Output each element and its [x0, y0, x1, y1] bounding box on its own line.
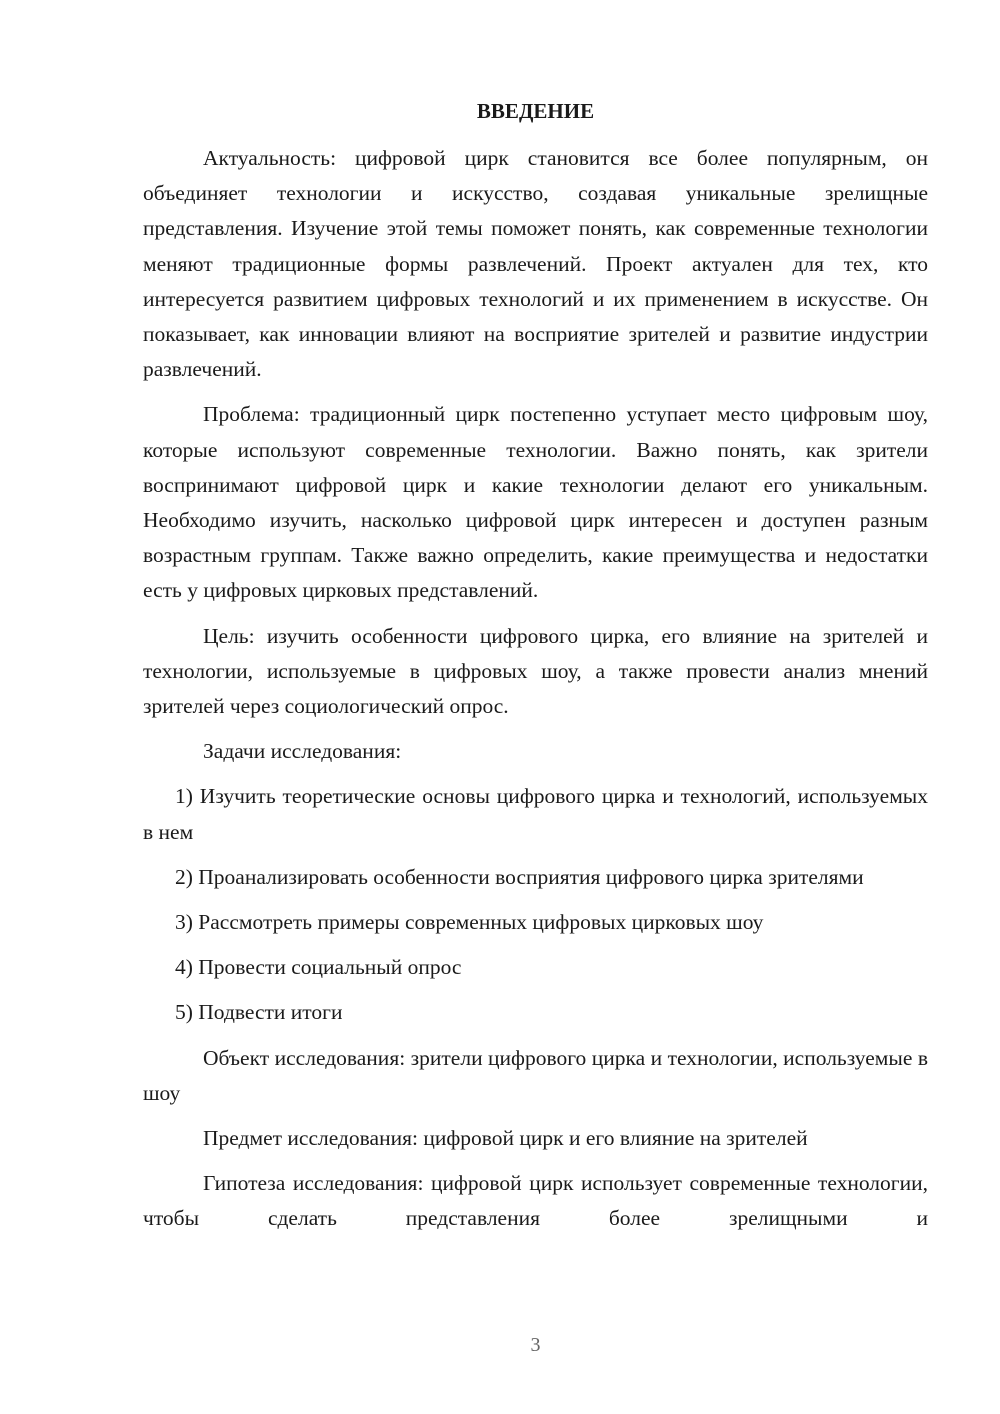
page-number: 3: [530, 1334, 541, 1356]
paragraph-hypothesis: Гипотеза исследования: цифровой цирк использует современные технологии, чтобы сделать представления более зрелищными и: [143, 1171, 928, 1231]
paragraph-relevance: Актуальность: цифровой цирк становится все более популярным, он объединяет технологии и искусство, создавая уникальные зрелищные представления. Изучение этой темы поможет понять, как современные технологии меняют традиционные формы развлечений. Проект актуален для тех, кто интересуется развитием цифровых технологий и их применением в искусстве. Он показывает, как инновации влияют на восприятие зрителей и развитие индустрии развлечений.: [143, 146, 928, 382]
task-item-5: 5) Подвести итоги: [175, 1000, 343, 1025]
paragraph-problem: Проблема: традиционный цирк постепенно уступает место цифровым шоу, которые используют современные технологии. Важно понять, как зрители воспринимают цифровой цирк и какие технологии делают его уникальным. Необходимо изучить, насколько цифровой цирк интересен и доступен разным возрастным группам. Также важно определить, какие преимущества и недостатки есть у цифровых цирковых представлений.: [143, 402, 928, 603]
paragraph-subject: Предмет исследования: цифровой цирк и его влияние на зрителей: [203, 1126, 808, 1151]
page-title: ВВЕДЕНИЕ: [476, 99, 595, 123]
paragraph-object: Объект исследования: зрители цифрового цирка и технологии, используемые в шоу: [143, 1045, 928, 1105]
paragraph-goal: Цель: изучить особенности цифрового цирка, его влияние на зрителей и технологии, используемые в цифровых шоу, а также провести анализ мнений зрителей через социологический опрос.: [143, 623, 928, 719]
task-item-2: 2) Проанализировать особенности восприятия цифрового цирка зрителями: [175, 864, 864, 889]
task-item-4: 4) Провести социальный опрос: [175, 955, 462, 980]
document-body: [143, 141, 928, 1247]
task-item-1: 1) Изучить теоретические основы цифрового цирка и технологий, используемых в нем: [143, 784, 928, 844]
task-item-3: 3) Рассмотреть примеры современных цифровых цирковых шоу: [175, 910, 764, 935]
paragraph-tasks-heading: Задачи исследования:: [203, 739, 402, 764]
